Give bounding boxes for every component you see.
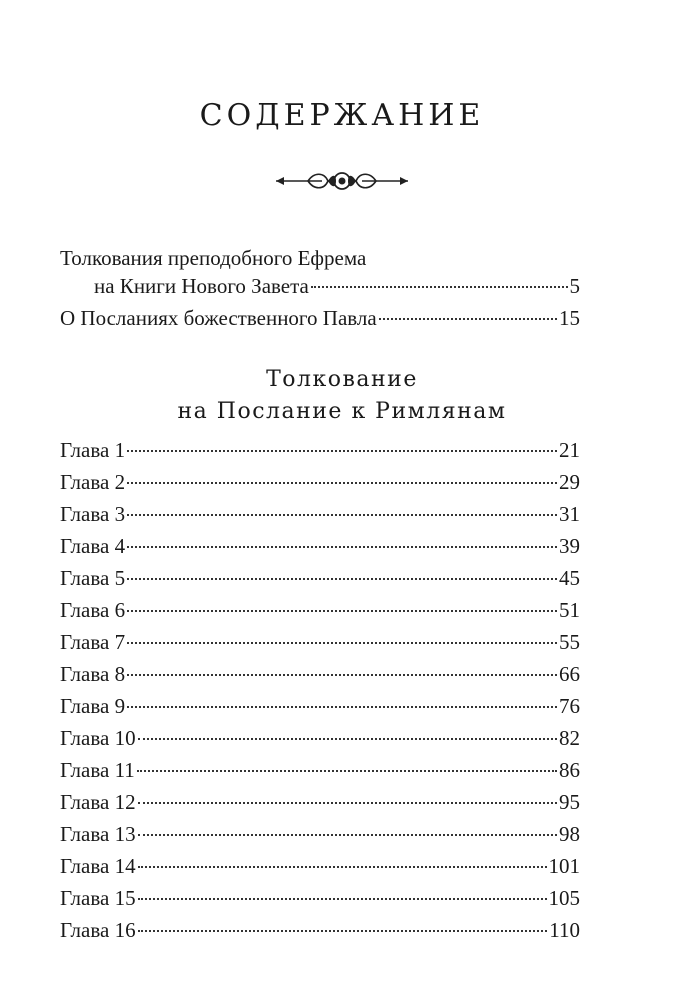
dot-leader bbox=[138, 930, 548, 932]
dot-leader bbox=[311, 286, 568, 288]
chapter-label: Глава 6 bbox=[60, 598, 126, 622]
chapter-label: Глава 9 bbox=[60, 694, 126, 718]
chapter-label: Глава 7 bbox=[60, 630, 126, 654]
chapter-row[interactable] bbox=[60, 918, 580, 948]
dot-leader bbox=[127, 578, 557, 580]
chapter-page: 101 bbox=[548, 854, 580, 878]
dot-leader bbox=[379, 318, 557, 320]
chapter-label: Глава 4 bbox=[60, 534, 126, 558]
chapter-label: Глава 8 bbox=[60, 662, 126, 686]
ornamental-divider-icon bbox=[272, 168, 412, 194]
chapter-label: Глава 12 bbox=[60, 790, 136, 814]
chapter-row[interactable] bbox=[60, 630, 580, 660]
chapter-row[interactable] bbox=[60, 790, 580, 820]
toc-entry-label: на Книги Нового Завета bbox=[94, 274, 309, 298]
toc-entry-page: 15 bbox=[559, 306, 580, 330]
dot-leader bbox=[137, 770, 557, 772]
chapter-label: Глава 3 bbox=[60, 502, 126, 526]
dot-leader bbox=[138, 738, 557, 740]
chapter-page: 95 bbox=[559, 790, 580, 814]
chapter-row[interactable] bbox=[60, 470, 580, 500]
chapter-row[interactable] bbox=[60, 566, 580, 596]
chapter-page: 21 bbox=[559, 438, 580, 462]
chapter-row[interactable] bbox=[60, 822, 580, 852]
section-heading bbox=[0, 364, 684, 428]
chapter-row[interactable] bbox=[60, 502, 580, 532]
chapter-page: 31 bbox=[559, 502, 580, 526]
dot-leader bbox=[127, 674, 557, 676]
chapter-page: 29 bbox=[559, 470, 580, 494]
page-title: СОДЕРЖАНИЕ bbox=[199, 98, 485, 133]
chapter-label: Глава 1 bbox=[60, 438, 126, 462]
chapter-label: Глава 11 bbox=[60, 758, 135, 782]
chapter-label: Глава 2 bbox=[60, 470, 126, 494]
dot-leader bbox=[127, 706, 557, 708]
dot-leader bbox=[127, 546, 557, 548]
toc-entry-commentaries-line1: Толкования преподобного Ефрема bbox=[60, 246, 367, 270]
dot-leader bbox=[138, 866, 547, 868]
chapter-page: 105 bbox=[548, 886, 580, 910]
dot-leader bbox=[127, 642, 557, 644]
chapter-page: 39 bbox=[559, 534, 580, 558]
chapter-row[interactable] bbox=[60, 758, 580, 788]
toc-entry-page: 5 bbox=[569, 274, 580, 298]
dot-leader bbox=[127, 610, 557, 612]
chapter-page: 51 bbox=[559, 598, 580, 622]
chapter-label: Глава 14 bbox=[60, 854, 136, 878]
chapter-row[interactable] bbox=[60, 662, 580, 692]
chapter-row[interactable] bbox=[60, 854, 580, 884]
chapter-page: 45 bbox=[559, 566, 580, 590]
chapter-row[interactable] bbox=[60, 694, 580, 724]
chapter-label: Глава 5 bbox=[60, 566, 126, 590]
dot-leader bbox=[127, 514, 557, 516]
dot-leader bbox=[138, 898, 547, 900]
chapter-label: Глава 16 bbox=[60, 918, 136, 942]
dot-leader bbox=[127, 482, 557, 484]
section-heading-line2: на Послание к Римлянам bbox=[177, 399, 507, 424]
chapter-row[interactable] bbox=[60, 886, 580, 916]
chapter-label: Глава 13 bbox=[60, 822, 136, 846]
chapter-row[interactable] bbox=[60, 726, 580, 756]
dot-leader bbox=[138, 802, 557, 804]
chapter-label: Глава 10 bbox=[60, 726, 136, 750]
dot-leader bbox=[138, 834, 557, 836]
toc-entry-epistles-of-paul[interactable] bbox=[60, 306, 580, 336]
chapter-page: 86 bbox=[559, 758, 580, 782]
chapter-page: 66 bbox=[559, 662, 580, 686]
chapter-page: 110 bbox=[549, 918, 580, 942]
toc-entry-label: О Посланиях божественного Павла bbox=[60, 306, 377, 330]
section-heading-line1: Толкование bbox=[266, 367, 418, 392]
chapter-row[interactable] bbox=[60, 534, 580, 564]
chapter-row[interactable] bbox=[60, 438, 580, 468]
chapter-page: 98 bbox=[559, 822, 580, 846]
toc-entry-commentaries[interactable] bbox=[94, 274, 580, 304]
chapter-row[interactable] bbox=[60, 598, 580, 628]
dot-leader bbox=[127, 450, 557, 452]
chapter-label: Глава 15 bbox=[60, 886, 136, 910]
chapter-page: 55 bbox=[559, 630, 580, 654]
chapter-page: 76 bbox=[559, 694, 580, 718]
chapter-page: 82 bbox=[559, 726, 580, 750]
